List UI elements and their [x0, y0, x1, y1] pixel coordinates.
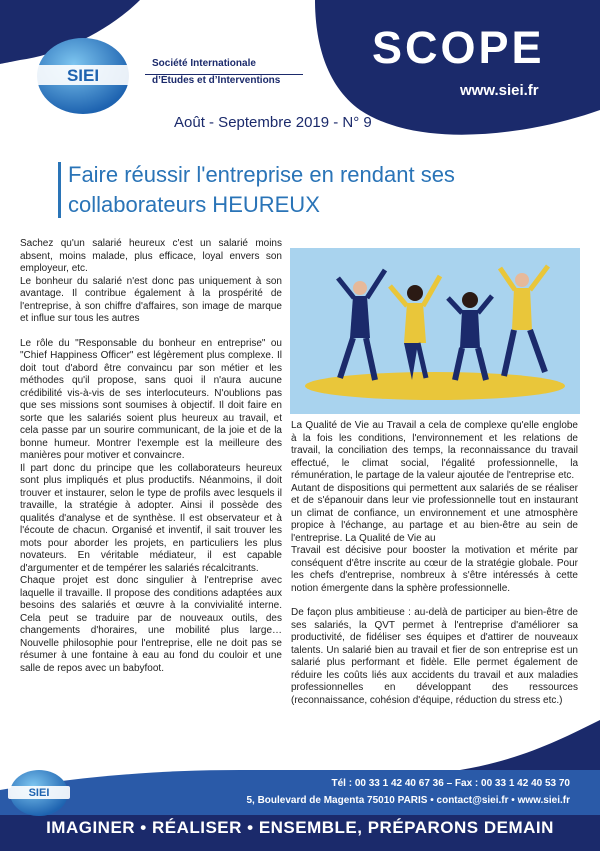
svg-text:SIEI: SIEI	[66, 66, 100, 85]
svg-text:SIEI: SIEI	[28, 787, 50, 799]
company-name	[152, 57, 280, 87]
footer-siei-logo	[8, 768, 70, 818]
footer-slogan: IMAGINER • RÉALISER • ENSEMBLE, PRÉPARONS DEMAIN	[46, 818, 554, 837]
issue-date: Août - Septembre 2019 - N° 9	[174, 114, 372, 131]
company-line-2: d’Études et d’Interventions	[152, 75, 281, 86]
paragraph: Autant de dispositions qui permettent aux salariés de se réaliser et de s'épanouir dans leur vie professionnelle tout en instaurant un climat de confiance, un environnement et une atmosphère propice à l'échange, au partage et au bien-être au sein de l'entreprise. La Qualité de Vie au	[291, 482, 578, 544]
company-rule	[145, 74, 303, 75]
paragraph: Sachez qu'un salarié heureux c'est un salarié moins absent, moins malade, plus efficace, loyal envers son employeur, etc.	[20, 238, 282, 274]
footer-phone: Tél : 00 33 1 42 40 67 36 – Fax : 00 33 1 42 40 53 70	[331, 778, 570, 789]
headline-accent-bar	[58, 162, 61, 218]
siei-logo	[33, 35, 133, 117]
paragraph: Le bonheur du salarié n'est donc pas uniquement à son avantage. Il contribue également à la prospérité de l'entreprise, à son chiffre d'affaires, son image de marque et influe sur tous les autres	[20, 275, 282, 324]
paragraph: Le rôle du "Responsable du bonheur en entreprise" ou "Chief Happiness Officer" est légèrement plus complexe. Il doit tout d'abord être convaincu par son métier et les méthodes qu'il propose, sans quoi il n'aura aucune crédibilité vis-à-vis de ses interlocuteurs. N'oublions pas que ses missions sont soumises à objectif. Il doit faire en sorte que les salariés soient plus heureux au travail, et cela passe par un sourire communicant, de la joie et de la bonne humeur. Montrer l'exemple est la meilleure des manières pour motiver et convaincre.	[20, 337, 282, 461]
headline-line-2: collaborateurs HEUREUX	[68, 192, 320, 217]
footer-wave-shape	[460, 720, 600, 770]
right-column	[291, 420, 578, 707]
paragraph: La Qualité de Vie au Travail a cela de complexe qu'elle englobe à la fois les conditions, l'environnement et les relations de travail, la conciliation des temps, la reconnaissance du travail effectué, le climat social, l'égalité professionnelle, la rémunération, le partage de la valeur ajoutée de l'entreprise etc.	[291, 420, 578, 481]
paragraph: De façon plus ambitieuse : au-delà de participer au bien-être de ses salariés, la QVT permet à l'entreprise d'améliorer sa productivité, de fidéliser ses équipes et d'attirer de nouveaux talents. Un salarié bien au travail et fier de son entreprise est un salarié plus performant et fidèle. Elle permet également de réduire les coûts liés aux accidents du travail et aux maladies professionnelles en développant des ressources (reconnaissance, cohésion d'équipe, réduction du stress etc.)	[291, 607, 578, 706]
happy-team-illustration	[290, 248, 580, 414]
newsletter-title: SCOPE	[372, 22, 545, 73]
paragraph: Travail est décisive pour booster la motivation et mérite par conséquent d'être inscrite au cœur de la stratégie globale. Pour les chefs d'entreprise, nombreux à s'être intéressés à cette notion émergente dans la sphère professionnelle.	[291, 545, 578, 594]
header-url[interactable]: www.siei.fr	[460, 82, 539, 99]
article-headline	[68, 160, 538, 220]
company-line-1: Société Internationale	[152, 58, 256, 69]
paragraph: Il part donc du principe que les collaborateurs heureux sont plus impliqués et plus productifs. Néanmoins, il doit trouver et instaurer, selon le type de profils avec lesquels il travaille, la stratégie à adopter. Ainsi il possède des qualités d'analyse et de synthèse. Il est observateur et à l'écoute de chacun. Organisé et inventif, il sait trouver les mots pour aborder les projets, en particuliers les plus novateurs. En véritable médiateur, il est capable d'argumenter et de tempérer les salariés récalcitrants.	[20, 462, 282, 574]
footer-address: 5, Boulevard de Magenta 75010 PARIS • contact@siei.fr • www.siei.fr	[246, 795, 570, 806]
headline-line-1: Faire réussir l'entreprise en rendant ses	[68, 162, 455, 187]
left-column	[20, 238, 282, 675]
dancing-people-icon	[290, 248, 580, 414]
paragraph: Chaque projet est donc singulier à l'entreprise avec laquelle il travaille. Il propose des conditions adaptées aux besoins des salariés et œuvre à la convivialité interne. Cela peut se traduire par de nouveaux outils, des changements d'horaires, une mobilité plus large… Nouvelle philosophie pour l'entreprise, elle ne doit pas se résumer à une fontaine à eau au fond du couloir et une salle de repos avec un babyfoot.	[20, 575, 282, 674]
